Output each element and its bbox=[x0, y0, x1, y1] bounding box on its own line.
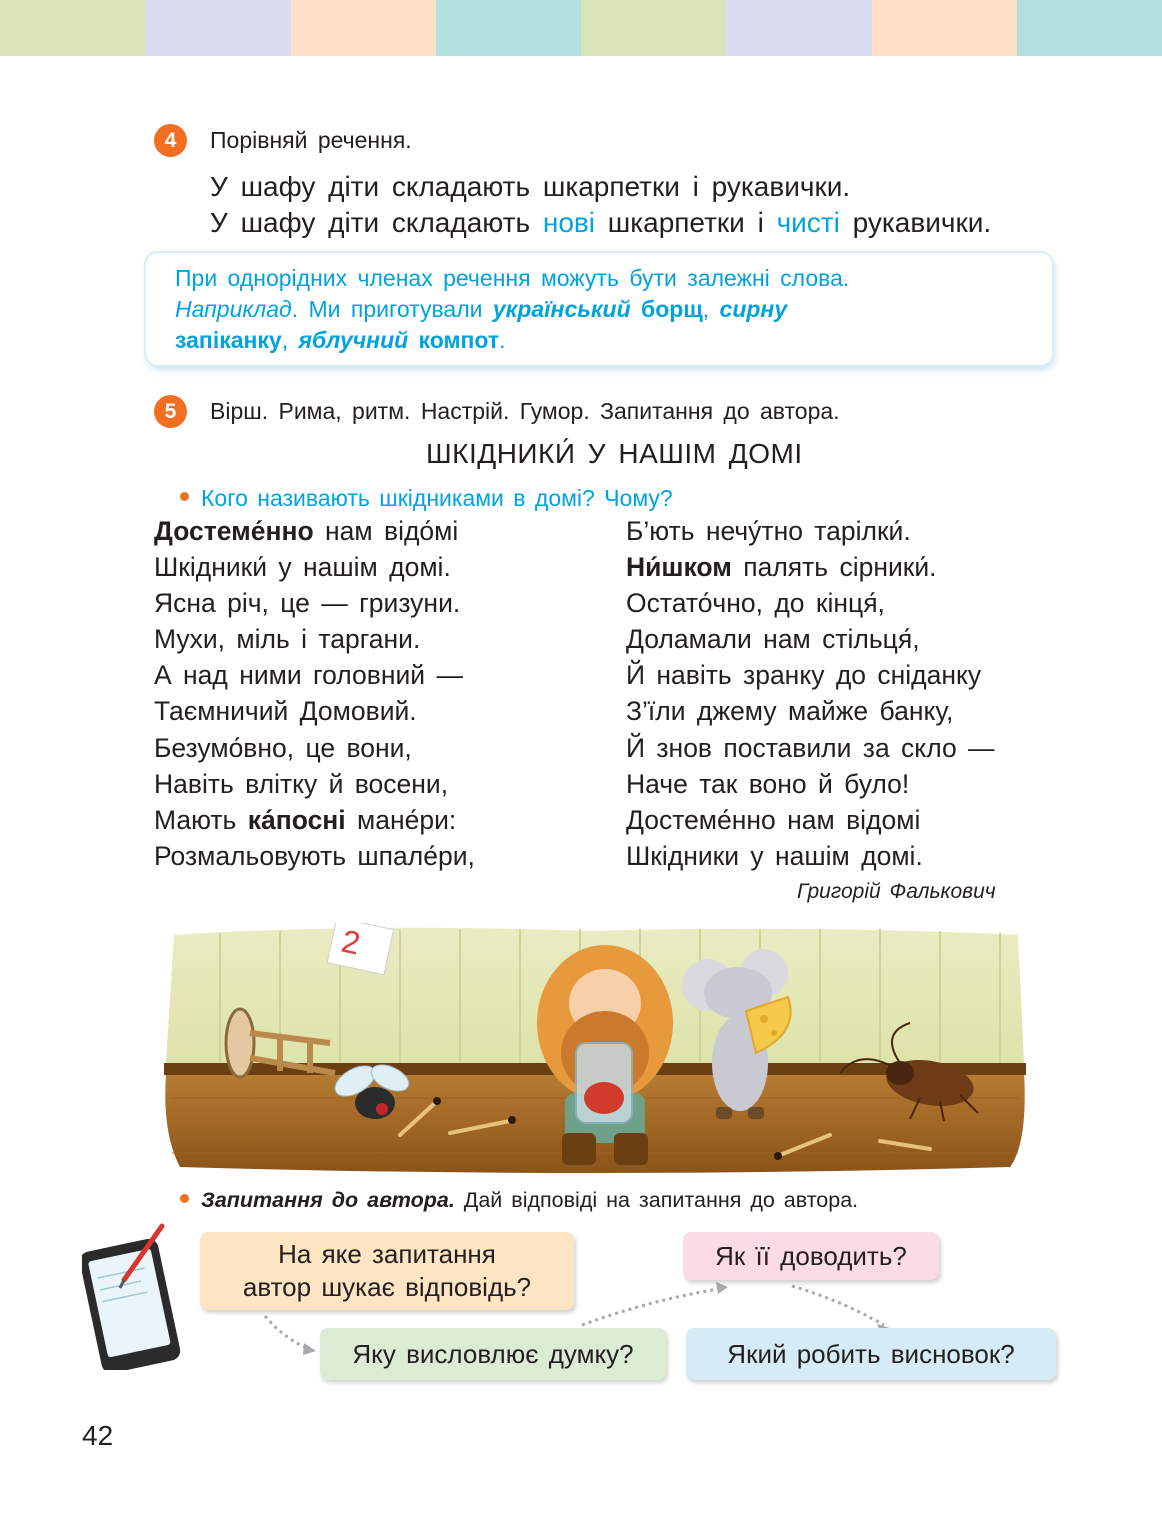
page-number: 42 bbox=[82, 1420, 114, 1451]
sentence-part: У шафу діти складають bbox=[210, 207, 543, 238]
task-5-badge: 5 bbox=[154, 395, 187, 428]
poem-question-text: Кого називають шкідниками в домі? Чому? bbox=[201, 485, 673, 511]
rule-text: . Ми приготували bbox=[291, 296, 493, 322]
poem-bold-word: ка́посні bbox=[247, 804, 346, 835]
rule-line-1: При однорідних членах речення можуть бути залежні слова. bbox=[175, 265, 850, 291]
poem-line: Таємничий Домовий. bbox=[154, 696, 417, 727]
rule-text: , bbox=[702, 296, 720, 322]
question-bubble-1-line-1: На яке запитання bbox=[278, 1239, 496, 1269]
highlight-word-new: нові bbox=[542, 207, 596, 238]
calendar-number: 2 bbox=[338, 923, 364, 962]
rule-text: , bbox=[281, 327, 299, 353]
poem-bold-word: Достеме́нно bbox=[154, 516, 314, 546]
highlight-word-clean: чисті bbox=[776, 207, 840, 238]
rule-head-word: компот bbox=[408, 327, 500, 353]
poem-line: Остато́чно, до кінця́, bbox=[626, 588, 885, 619]
author-questions-label: Запитання до автора. bbox=[201, 1188, 455, 1212]
sentence-part: рукавички. bbox=[839, 207, 992, 238]
rule-text: . bbox=[499, 327, 506, 353]
poem-text: Мають bbox=[154, 804, 248, 835]
poem-author: Григорій Фалькович bbox=[797, 880, 996, 903]
question-bubble-1-line-2: автор шукає відповідь? bbox=[242, 1272, 532, 1302]
poem-text: палять сірники́. bbox=[731, 552, 937, 583]
poem-title: ШКІДНИКИ́ У НАШІМ ДОМІ bbox=[426, 438, 803, 469]
question-bubble-2: Яку висловлює думку? bbox=[320, 1328, 666, 1380]
task-5-instruction: Вірш. Рима, ритм. Настрій. Гумор. Запитання до автора. bbox=[210, 398, 840, 424]
rule-example-label: Наприклад bbox=[175, 296, 292, 322]
poem-line: Шкідники́ у нашім домі. bbox=[154, 552, 451, 583]
rule-dependent-word: український bbox=[492, 296, 631, 322]
question-bubble-3: Як її доводить? bbox=[683, 1232, 939, 1280]
poem-line: Й навіть зранку до сніданку bbox=[626, 660, 982, 691]
poem-line: З’їли джему майже банку, bbox=[626, 696, 954, 727]
task-4-instruction: Порівняй речення. bbox=[210, 127, 412, 153]
rule-dependent-word: сирну bbox=[719, 296, 788, 322]
task-4-sentence-1: У шафу діти складають шкарпетки і рукавички. bbox=[210, 171, 851, 202]
poem-text: нам відо́мі bbox=[313, 516, 459, 546]
poem-line: А над ними головний — bbox=[154, 660, 463, 691]
rule-head-word: борщ bbox=[630, 296, 703, 322]
poem-line: Розмальовують шпале́ри, bbox=[154, 840, 475, 871]
poem-line: Б’ють нечу́тно тарілки́. bbox=[626, 516, 911, 546]
poem-line: Ясна річ, це — гризуни. bbox=[154, 588, 461, 619]
question-bubble-1 bbox=[200, 1232, 574, 1310]
poem-line: Безумо́вно, це вони, bbox=[154, 732, 412, 763]
rule-dependent-word: яблучний bbox=[298, 327, 409, 353]
poem-line: Мухи, міль і таргани. bbox=[154, 624, 421, 655]
poem-line: Доламали нам стільця́, bbox=[626, 624, 920, 655]
poem-line: Навіть влітку й восени, bbox=[154, 768, 449, 799]
task-4-badge: 4 bbox=[154, 124, 187, 157]
question-bubble-4: Який робить висновок? bbox=[686, 1328, 1056, 1380]
poem-text: мане́ри: bbox=[345, 804, 457, 835]
author-questions-text: Дай відповіді на запитання до автора. bbox=[454, 1188, 859, 1212]
poem-line: Шкідники у нашім домі. bbox=[626, 840, 923, 871]
poem-line: Наче так воно й було! bbox=[626, 768, 910, 799]
poem-bold-word: Ни́шком bbox=[626, 552, 732, 583]
sentence-part: шкарпетки і bbox=[595, 207, 777, 238]
poem-line: Й знов поставили за скло — bbox=[626, 732, 995, 763]
poem-line: Достеме́нно нам відомі bbox=[626, 804, 921, 835]
rule-head-word: запіканку bbox=[175, 327, 282, 353]
